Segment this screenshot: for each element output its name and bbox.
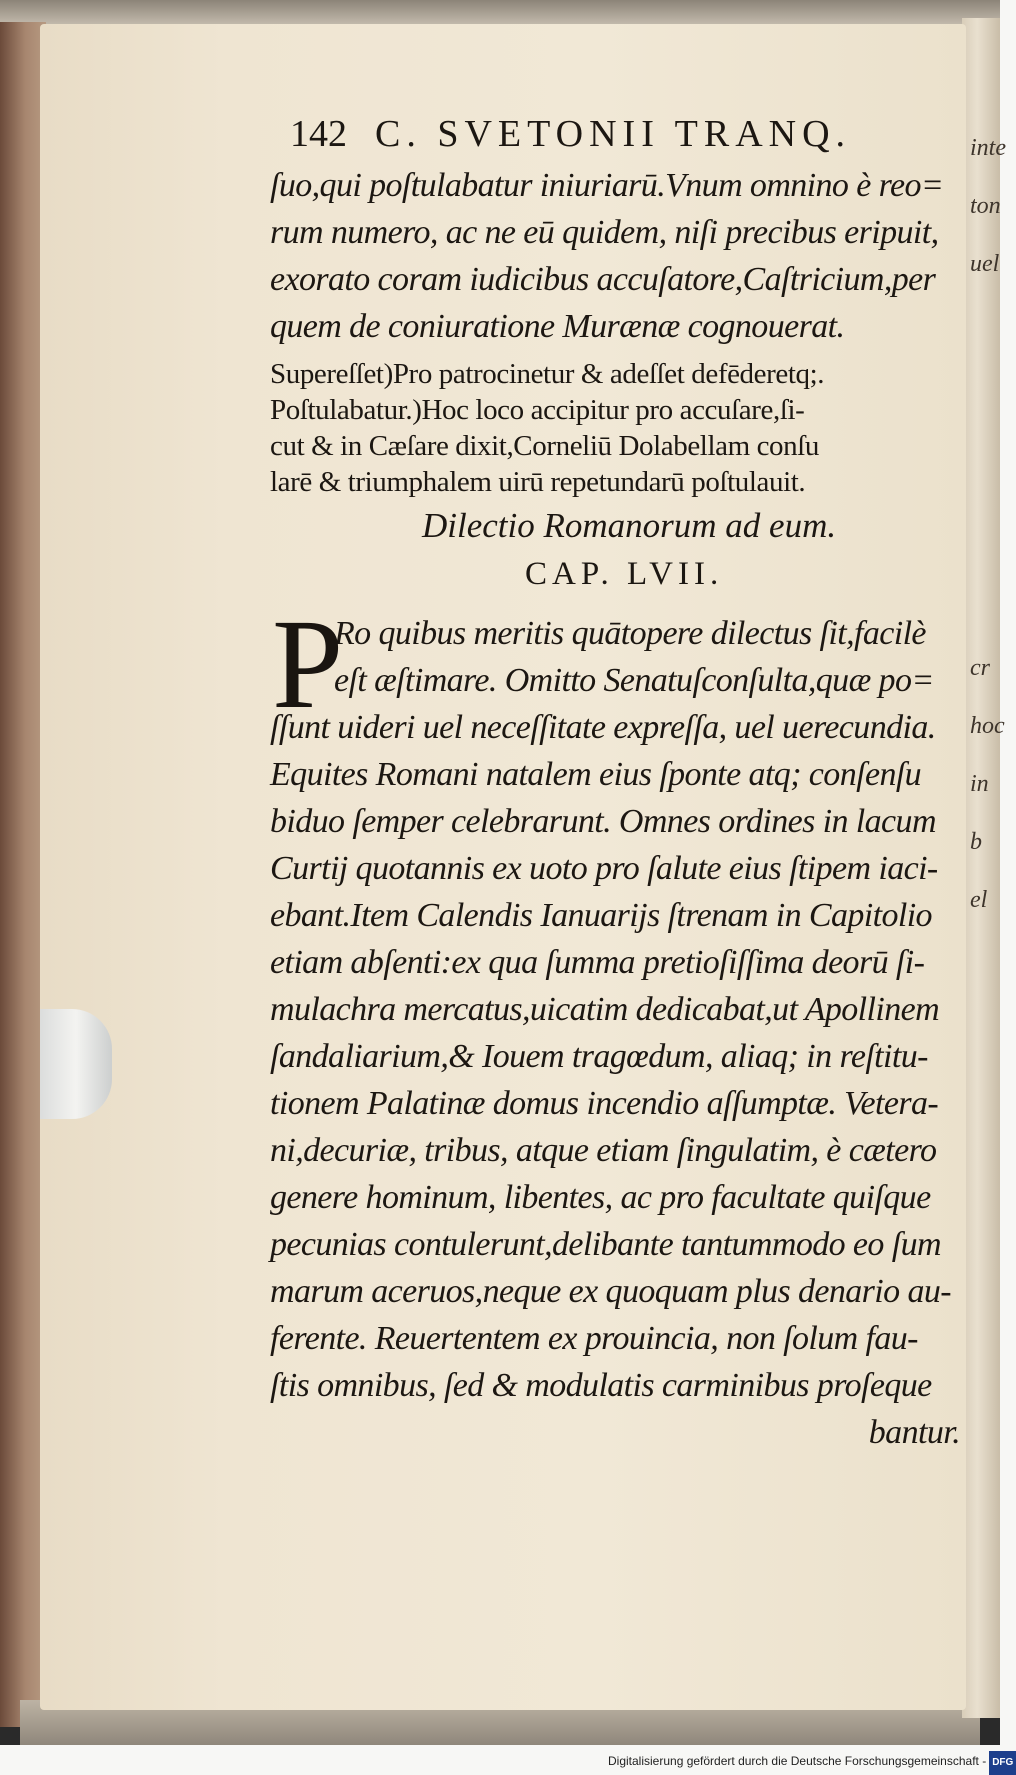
text-line-final: bantur. (868, 1414, 960, 1451)
text-line: etiam abſenti:ex qua ſumma pretioſiſſima deorū ſi- (270, 944, 925, 981)
text-line: eſt æſtimare. Omitto Senatuſconſulta,quæ po= (334, 662, 934, 699)
text-line: rum numero, ac ne eū quidem, niſi precibus eripuit, (270, 214, 939, 251)
page-clip (40, 1009, 112, 1119)
text-line: pecunias contulerunt,delibante tantummodo eo ſum (270, 1226, 941, 1263)
text-line: ſſunt uideri uel neceſſitate expreſſa, uel uerecundia. (270, 709, 936, 746)
margin-fragment: ton (970, 193, 1001, 219)
margin-fragment: inte (970, 135, 1006, 161)
running-head (290, 112, 960, 156)
footer-credit (608, 1750, 1014, 1772)
text-line: exorato coram iudicibus accuſatore,Caſtricium,per (270, 261, 936, 298)
facing-page-strip (962, 18, 1006, 1718)
text-line: marum aceruos,neque ex quoquam plus denario au- (270, 1273, 951, 1310)
note-line: larē & triumphalem uirū repetundarū poſtulauit. (270, 466, 806, 498)
chapter-body (270, 593, 960, 1456)
margin-fragment: uel (970, 251, 1000, 277)
text-line: genere hominum, libentes, ac pro facultate quiſque (270, 1179, 931, 1216)
text-line: ſuo,qui poſtulabatur iniuriarū.Vnum omnino è reo= (270, 167, 944, 204)
text-line: Ro quibus meritis quātopere dilectus ſit,facilè (334, 615, 926, 652)
note-line: cut & in Cæſare dixit,Corneliū Dolabellam conſu (270, 430, 820, 462)
note-line: Supereſſet)Pro patrocinetur & adeſſet defēderetq;. (270, 358, 825, 390)
margin-fragment: hoc (970, 713, 1005, 739)
drop-cap: P (272, 593, 344, 735)
margin-fragment: in (970, 771, 989, 797)
margin-fragment: el (970, 887, 988, 913)
text-line: ferente. Reuertentem ex prouincia, non ſolum fau- (270, 1320, 918, 1357)
text-line: biduo ſemper celebrarunt. Omnes ordines in lacum (270, 803, 936, 840)
dfg-logo: DFG (989, 1751, 1016, 1775)
text-line: ebant.Item Calendis Ianuarijs ſtrenam in Capitolio (270, 897, 932, 934)
text-line: ni,decuriæ, tribus, atque etiam ſingulatim, è cætero (270, 1132, 937, 1169)
footer-credit-text: Digitalisierung gefördert durch die Deutsche Forschungsgemeinschaft - (608, 1754, 987, 1768)
text-line: quem de coniuratione Murænæ cognouerat. (270, 308, 845, 345)
text-line: Curtij quotannis ex uoto pro ſalute eius ſtipem iaci- (270, 850, 938, 887)
text-line: ſtis omnibus, ſed & modulatis carminibus proſeque (270, 1367, 932, 1404)
text-line: mulachra mercatus,uicatim dedicabat,ut Apollinem (270, 991, 940, 1028)
text-line: Equites Romani natalem eius ſponte atq; conſenſu (270, 756, 922, 793)
running-title: C. SVETONII TRANQ. (375, 113, 852, 155)
margin-fragment: b (970, 829, 982, 855)
chapter-label: CAP. LVII. (525, 556, 724, 592)
page-number: 142 (290, 113, 347, 155)
section-heading: Dilectio Romanorum ad eum. (422, 506, 837, 545)
text-line: tionem Palatinæ domus incendio aſſumptæ. Vetera- (270, 1085, 939, 1122)
note-line: Poſtulabatur.)Hoc loco accipitur pro accuſare,ſi- (270, 394, 805, 426)
text-line: ſandaliarium,& Iouem tragœdum, aliaq; in reſtitu- (270, 1038, 928, 1075)
page-text (270, 112, 960, 1456)
margin-fragment: cr (970, 655, 990, 681)
